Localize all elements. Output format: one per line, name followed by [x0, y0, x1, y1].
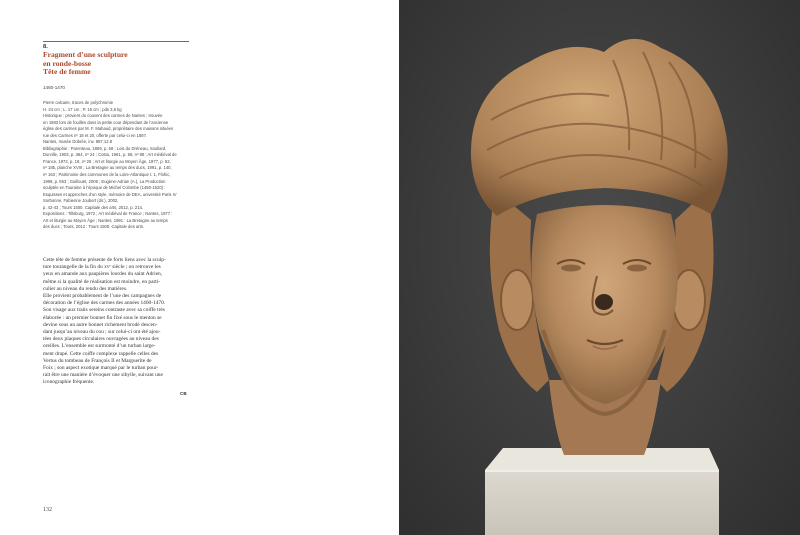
essay-line: élaborée : un premier bonnet fin fixé sous le menton se	[43, 314, 162, 321]
notice-line: Durville, 1903, p. 364, nº 24 ; Costa, 1961, p. 58, nº 88 ; Art médiéval de	[43, 152, 177, 158]
essay-line: Son visage aux traits sereins contraste avec sa coiffe très	[43, 307, 165, 314]
essay-line: Foix ; son aspect exotique marqué par le turban pour-	[43, 365, 159, 372]
notice-line: p. 42-43 ; Tours 1500. Capitale des arts, 2012, p. 214.	[43, 204, 144, 210]
sculpture-turban	[471, 39, 728, 216]
notice-line: H. 24 cm ; L. 17 cm ; P. 15 cm ; pds 3,8 kg	[43, 106, 122, 112]
essay-text	[43, 257, 191, 387]
essay-line: oreilles. L’ensemble est surmonté d’un turban large-	[43, 343, 156, 350]
essay-line: décoration de l’église des carmes des années 1460-1470.	[43, 300, 166, 307]
page-number: 132	[43, 507, 52, 513]
notice-line: en 1883 lors de fouilles dans la petite cour dépendant de l’ancienne	[43, 119, 169, 125]
notice-line: des ducs ; Tours, 2012 : Tours 1500. Capitale des arts.	[43, 224, 145, 230]
notice-line: rue des Carmes nº 18 et 20, offerte par celui-ci en 1887.	[43, 132, 148, 138]
essay-line: yeux en amande aux paupières lourdes du saint Adrien,	[43, 271, 163, 278]
notice-line: France, 1972, p. 18, nº 25 ; Art et liturgie au Moyen Âge, 1977, p. 62,	[43, 158, 171, 164]
notice-line: Esquisses et approches d’un style, mémoire de DEA, université Paris IV	[43, 191, 177, 197]
author-initials: CB	[180, 391, 187, 396]
notice-line: nº 163 ; Patrimoine des communes de la Loire-Atlantique t. 1, Flohic,	[43, 172, 171, 178]
notice-line: église des carmes par M. F. Mahaud, propriétaire des maisons situées	[43, 126, 174, 132]
entry-title-line: Tête de femme	[43, 67, 91, 77]
essay-line: rait être une manière d’évoquer une sibylle, suivant une	[43, 372, 163, 379]
essay-line: même si la qualité de réalisation est moindre, en parti-	[43, 278, 161, 285]
essay-line: Elle provient probablement de l’une des campagnes de	[43, 293, 162, 300]
entry-date: 1460-1470	[43, 85, 65, 90]
essay-line: iconographie fréquente.	[43, 379, 95, 386]
essay-line: tées deux plaques circulaires ouvragées au niveau des	[43, 336, 159, 343]
essay-line: ment drapé. Cette coiffe complexe rappelle celles des	[43, 350, 159, 357]
left-ear-plaque	[501, 270, 533, 330]
notice-line: sculptée en Touraine à l’époque de Michel Colombe (1450-1520) :	[43, 185, 166, 191]
essay-line: Cette tête de femme présente de forts liens avec la sculp-	[43, 257, 166, 263]
essay-line: culier au niveau du rendu des matières.	[43, 285, 128, 292]
catalogue-notice	[43, 100, 191, 231]
notice-line: Pierre calcaire, traces de polychromie	[43, 100, 114, 105]
essay-line: dant jusqu’au niveau du cou ; sur celui-ci ont été ajou-	[43, 329, 161, 336]
essay-line: Vertus du tombeau de François II et Marguerite de	[43, 357, 152, 364]
notice-line: Art et liturgie au Moyen Âge ; Nantes, 1991 : La Bretagne au temps	[43, 217, 168, 223]
sculpture-photo	[399, 0, 800, 535]
notice-line: Historique : provient du couvent des carmes de Nantes ; trouvée	[43, 113, 163, 119]
notice-line: Nantes, musée Dobrée, inv. 887.12.8	[43, 139, 113, 145]
notice-line: 1999, p. 653 ; Guillouët, 2006 ; Eugène-Adrian (A.), La Production	[43, 178, 166, 184]
notice-line: Bibliographie : Parenteau, 1869, p. 58 ; Lois du Dréneau, Soullard,	[43, 145, 167, 151]
entry-title-line: Fragment d’une sculpture	[43, 50, 128, 59]
plinth	[485, 448, 719, 535]
sculpture-illustration	[399, 0, 800, 535]
essay-line: ture tourangelle de la fin du xvᵉ siècle ; on retrouve les	[43, 264, 161, 271]
entry-title	[43, 51, 203, 77]
title-rule	[43, 41, 189, 42]
entry-title-line: en ronde-bosse	[43, 58, 92, 68]
essay-line: devine sous un autre bonnet richement brodé descen-	[43, 321, 158, 328]
entry-number: 8.	[43, 44, 48, 50]
notice-line: Sorbonne, Fabienne Joubert (dir.), 2002,	[43, 198, 119, 204]
notice-line: nº 185, planche XVIII ; La Bretagne au temps des ducs, 1991, p. 140,	[43, 165, 172, 171]
notice-line: Expositions : Tillsburg, 1972 ; Art médiéval de France ; Nantes, 1977 :	[43, 211, 173, 217]
left-page	[0, 0, 399, 535]
